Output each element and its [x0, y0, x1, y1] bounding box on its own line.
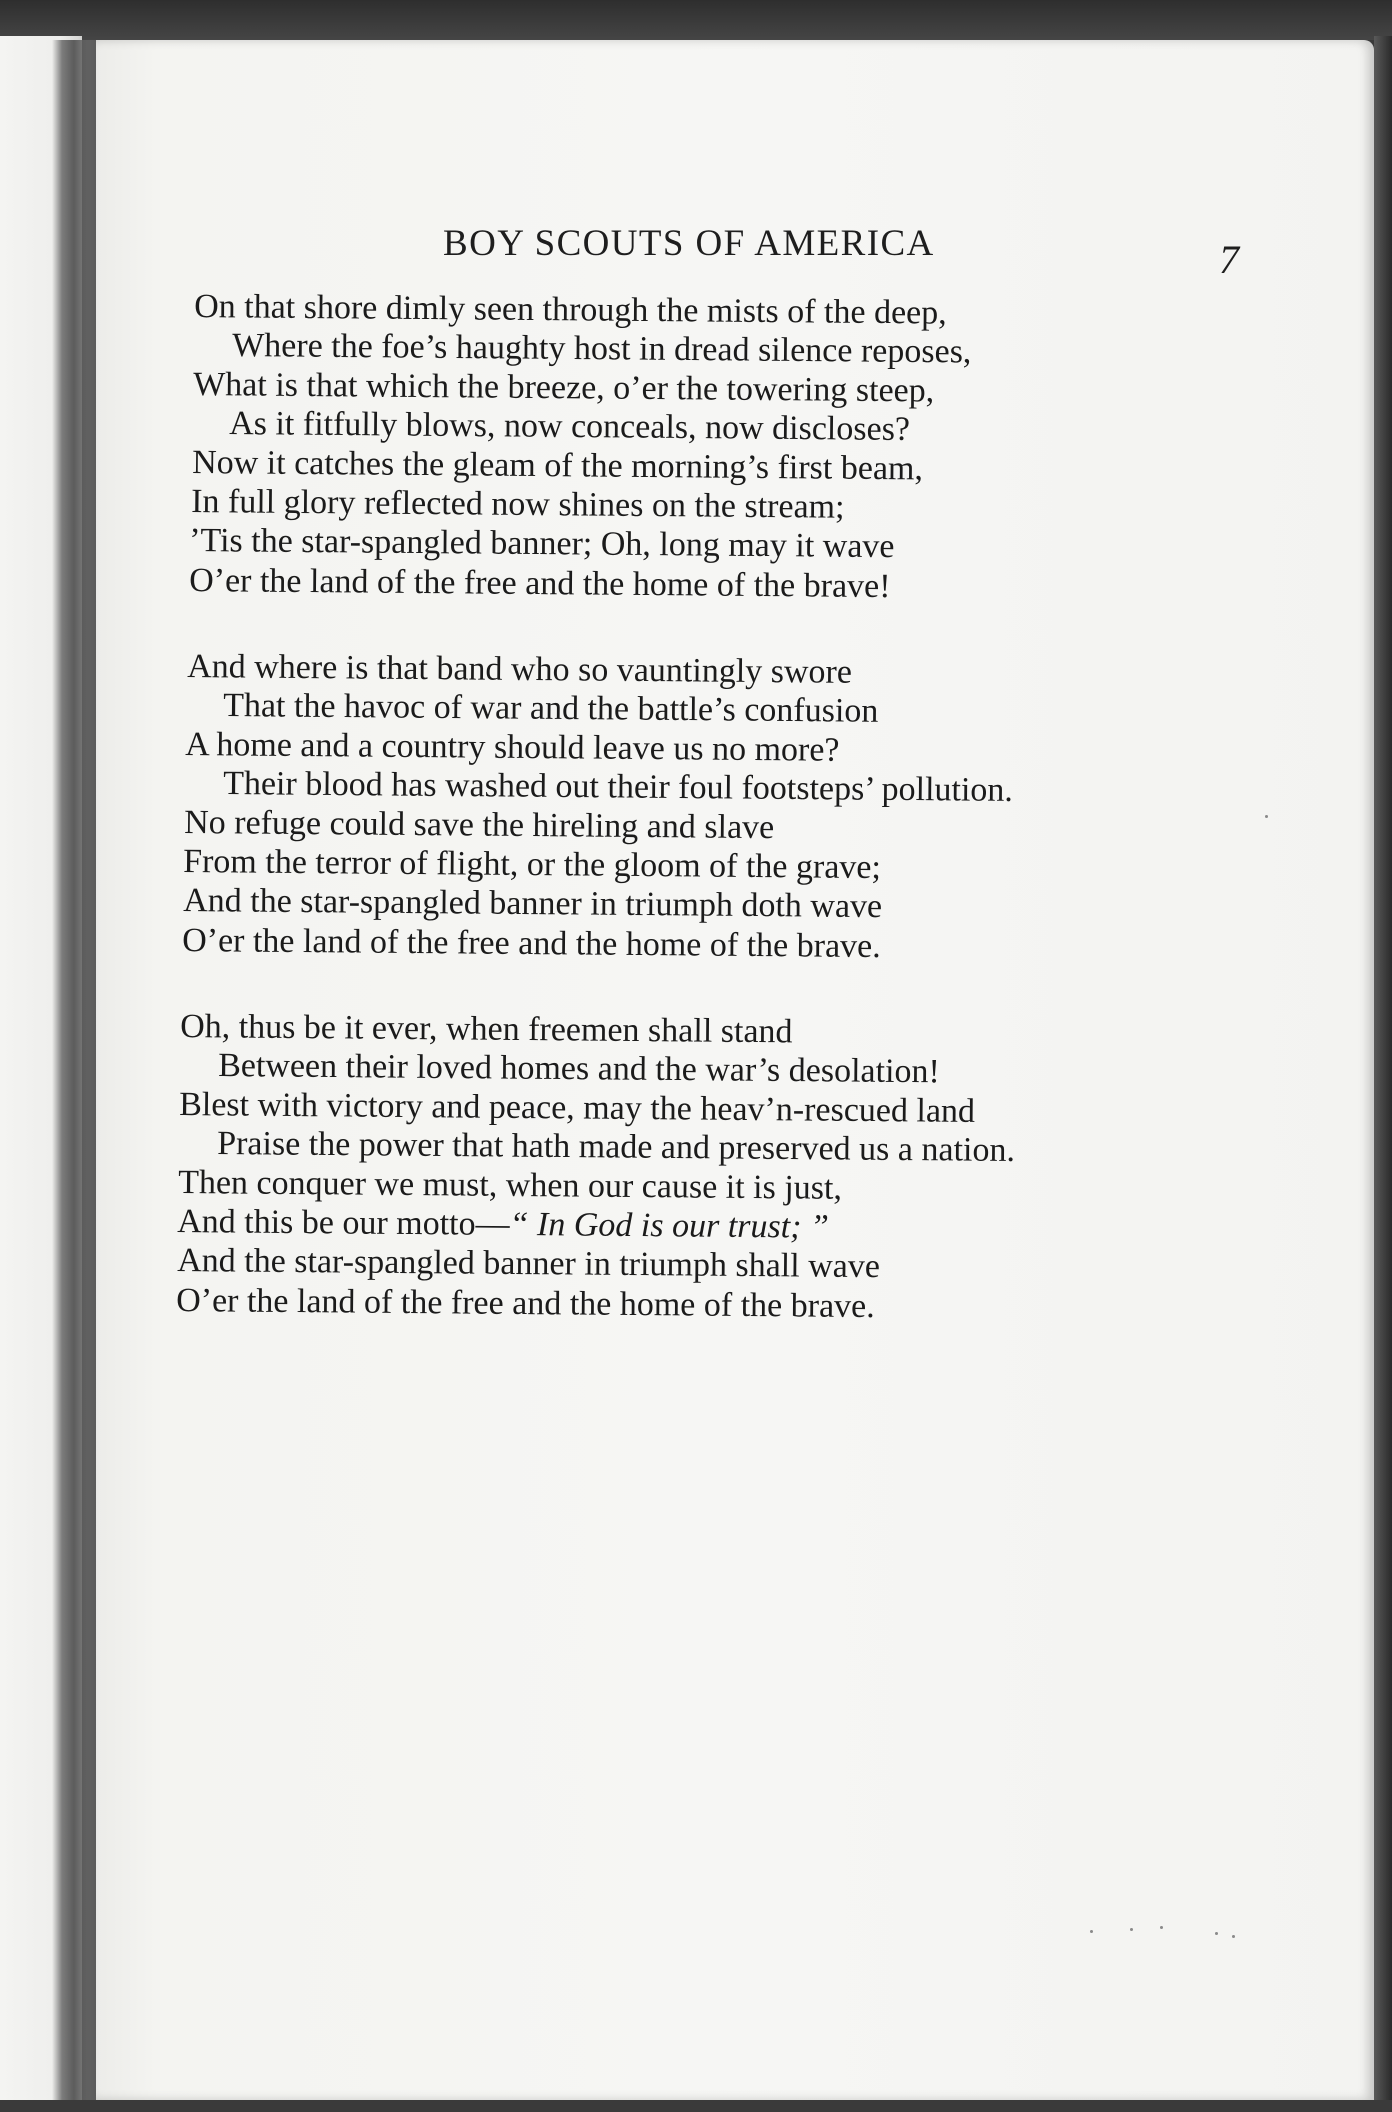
page-number: 7: [1219, 237, 1239, 282]
verse-line: Blest with victory and peace, may the heav’n-rescued land: [179, 1086, 976, 1130]
verse-line: And where is that band who so vauntingly swore: [187, 648, 853, 691]
verse-line: That the havoc of war and the battle’s confusion: [223, 687, 879, 730]
verse-line: O’er the land of the free and the home of the brave.: [182, 922, 881, 966]
verse-text: And this be our motto—: [177, 1203, 510, 1243]
scan-speck: [1232, 1935, 1235, 1938]
verse-line: On that shore dimly seen through the mists of the deep,: [194, 288, 947, 332]
verse-line: What is that which the breeze, o’er the towering steep,: [193, 366, 935, 410]
scan-bottom-border: [0, 2100, 1392, 2112]
running-head: BOY SCOUTS OF AMERICA: [443, 223, 935, 264]
verse-line: Now it catches the gleam of the morning’s first beam,: [192, 444, 924, 488]
verse-line: From the terror of flight, or the gloom of the grave;: [183, 843, 882, 887]
scan-speck: [1090, 1930, 1093, 1933]
verse-line: Then conquer we must, when our cause it is just,: [178, 1164, 843, 1207]
scan-speck: [1215, 1932, 1218, 1935]
verse-line: A home and a country should leave us no more?: [185, 726, 840, 769]
verse-line: Their blood has washed out their foul footsteps’ pollution.: [223, 765, 1014, 809]
verse-line: And the star-spangled banner in triumph shall wave: [177, 1242, 881, 1286]
verse-line: In full glory reflected now shines on the stream;: [191, 483, 845, 526]
verse-line: And the star-spangled banner in triumph doth wave: [183, 882, 883, 926]
verse-line: As it fitfully blows, now conceals, now discloses?: [229, 405, 911, 448]
verse-line: No refuge could save the hireling and slave: [184, 804, 775, 847]
scan-top-border: [0, 0, 1392, 40]
motto-text: “ In God is our trust; ”: [509, 1205, 830, 1246]
verse-line: Between their loved homes and the war’s desolation!: [218, 1047, 940, 1091]
scan-speck: [1130, 1928, 1133, 1931]
scan-speck: [1160, 1926, 1163, 1929]
verse-line: ’Tis the star-spangled banner; Oh, long may it wave: [189, 522, 895, 566]
verse-line: O’er the land of the free and the home of the brave!: [189, 562, 891, 606]
verse-line: Praise the power that hath made and preserved us a nation.: [217, 1125, 1016, 1169]
verse-line: O’er the land of the free and the home of the brave.: [176, 1282, 875, 1326]
verse-line: Where the foe’s haughty host in dread silence reposes,: [232, 327, 972, 371]
verse-line: [177, 1203, 829, 1247]
scan-speck: [1265, 815, 1268, 818]
verse-line: Oh, thus be it ever, when freemen shall stand: [180, 1008, 793, 1051]
scan-right-border: [1374, 36, 1392, 2112]
